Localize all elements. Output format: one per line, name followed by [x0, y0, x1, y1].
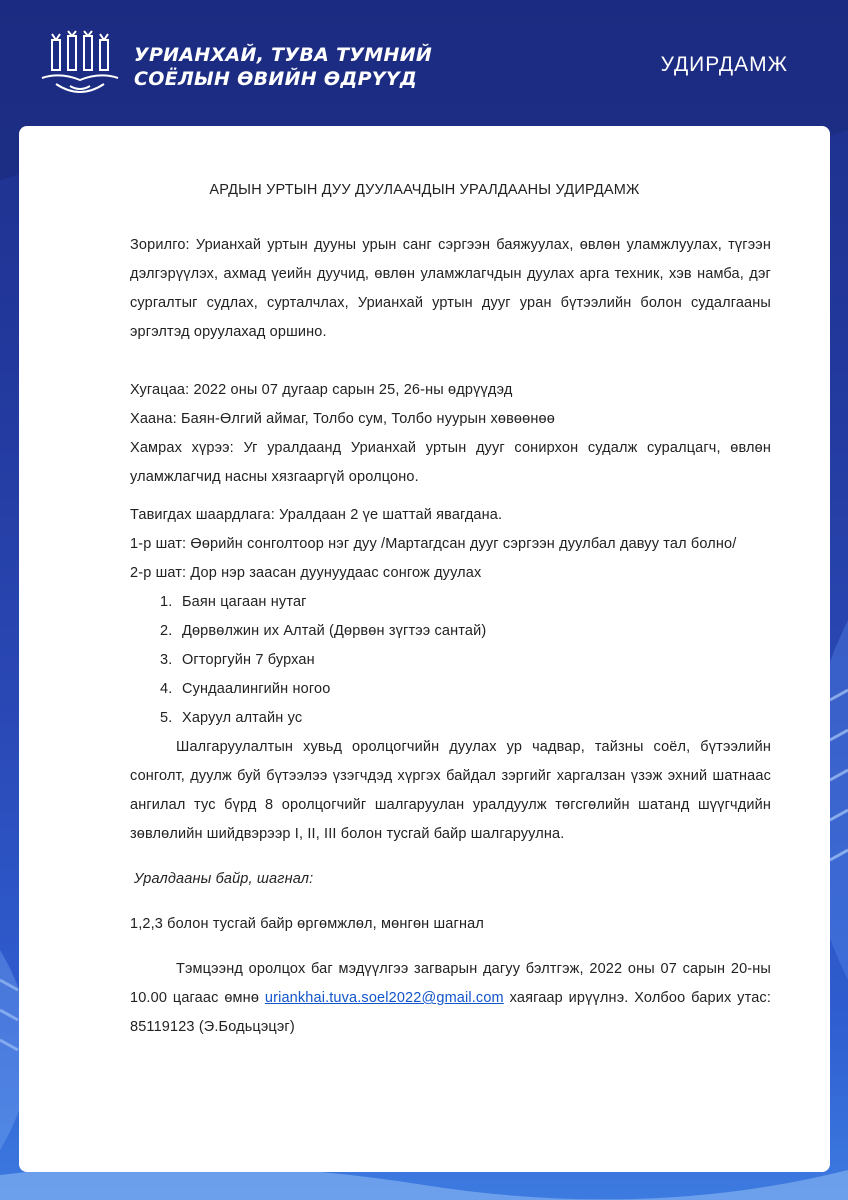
organization-title	[134, 43, 432, 91]
contact-text-after: хаягаар ирүүлнэ. Холбоо барих утас: 85119123 (Э.Бодьцэцэг)	[130, 990, 771, 1035]
prizes-line: 1,2,3 болон тусгай байр өргөмжлөл, мөнгөн шагнал	[130, 916, 484, 932]
song-list	[130, 588, 771, 733]
contact-text-before: Тэмцээнд оролцох баг мэдүүлгээ загварын дагуу бэлтгэж, 2022 оны 07 сарын 20-ны 10.00 цагаас өмнө	[130, 961, 771, 1006]
stage2-line: 2-р шат: Дор нэр заасан дуунуудаас сонгож дуулах	[130, 565, 482, 581]
organization-title-line2: СОЁЛЫН ӨВИЙН ӨДРҮҮД	[134, 68, 418, 90]
prize-heading: Уралдааны байр, шагнал:	[134, 871, 314, 887]
list-item	[160, 617, 771, 646]
document-body	[130, 231, 771, 1042]
stage1-paragraph: 1-р шат: Өөрийн сонголтоор нэг дуу /Мартагдсан дууг сэргээн дуулбал давуу тал болно/	[130, 536, 737, 552]
list-item	[160, 588, 771, 617]
list-item	[160, 646, 771, 675]
scope-paragraph: Хамрах хүрээ: Уг уралдаанд Урианхай уртын дууг сонирхон судалж суралцагч, өвлөн уламжлагчид насны хязгааргүй оролцоно.	[130, 440, 771, 485]
song-name: Дөрвөлжин их Алтай (Дөрвөн зүгтээ сантай)	[182, 623, 487, 639]
song-name: Харуул алтайн ус	[182, 710, 303, 726]
song-name: Огторгуйн 7 бурхан	[182, 652, 315, 668]
list-item	[160, 704, 771, 733]
song-number: 1.	[160, 594, 173, 610]
song-name: Баян цагаан нутаг	[182, 594, 307, 610]
selection-paragraph: Шалгаруулалтын хувьд оролцогчийн дуулах ур чадвар, тайзны соёл, бүтээлийн сонголт, дуулж буй бүтээлээ үзэгчдэд хүргэх байдал зэргийг харгалзан үзэж эхний шатнаас ангилал тус бүрд 8 оролцогчийг шалгаруулан уралдуулж төгсгөлийн шатанд шүүгчдийн зөвлөлийн шийдвэрээр I, II, III болон тусгай байр шалгаруулна.	[130, 739, 771, 842]
date-line: Хугацаа: 2022 оны 07 дугаар сарын 25, 26-ны өдрүүдэд	[130, 382, 513, 398]
requirements-line: Тавигдах шаардлага: Уралдаан 2 үе шаттай явагдана.	[130, 507, 503, 523]
contact-paragraph	[130, 955, 771, 1042]
song-name: Сундаалингийн ногоо	[182, 681, 331, 697]
email-link[interactable]: uriankhai.tuva.soel2022@gmail.com	[264, 990, 504, 1006]
document-type-label: УДИРДАМЖ	[660, 53, 788, 76]
organization-title-line1: УРИАНХАЙ, ТУВА ТУМНИЙ	[134, 44, 433, 66]
festival-logo	[40, 30, 120, 100]
document-title: АРДЫН УРТЫН ДУУ ДУУЛААЧДЫН УРАЛДААНЫ УДИРДАМЖ	[209, 182, 640, 198]
list-item	[160, 675, 771, 704]
document-card	[19, 126, 830, 1172]
song-number: 2.	[160, 623, 173, 639]
song-number: 4.	[160, 681, 173, 697]
goal-paragraph: Зорилго: Урианхай уртын дууны урын санг сэргээн баяжуулах, өвлөн уламжлуулах, түгээн дэлгэрүүлэх, ахмад үеийн дуучид, өвлөн уламжлагчдын дуулах арга техник, хэв намба, дэг сургалтыг судлах, сурталчлах, Урианхай уртын дууг уран бүтээлийн болон судалгааны эргэлтэд оруулахад оршино.	[130, 237, 771, 340]
location-line: Хаана: Баян-Өлгий аймаг, Толбо сум, Толбо нуурын хөвөөнөө	[130, 411, 555, 427]
song-number: 3.	[160, 652, 173, 668]
song-number: 5.	[160, 710, 173, 726]
